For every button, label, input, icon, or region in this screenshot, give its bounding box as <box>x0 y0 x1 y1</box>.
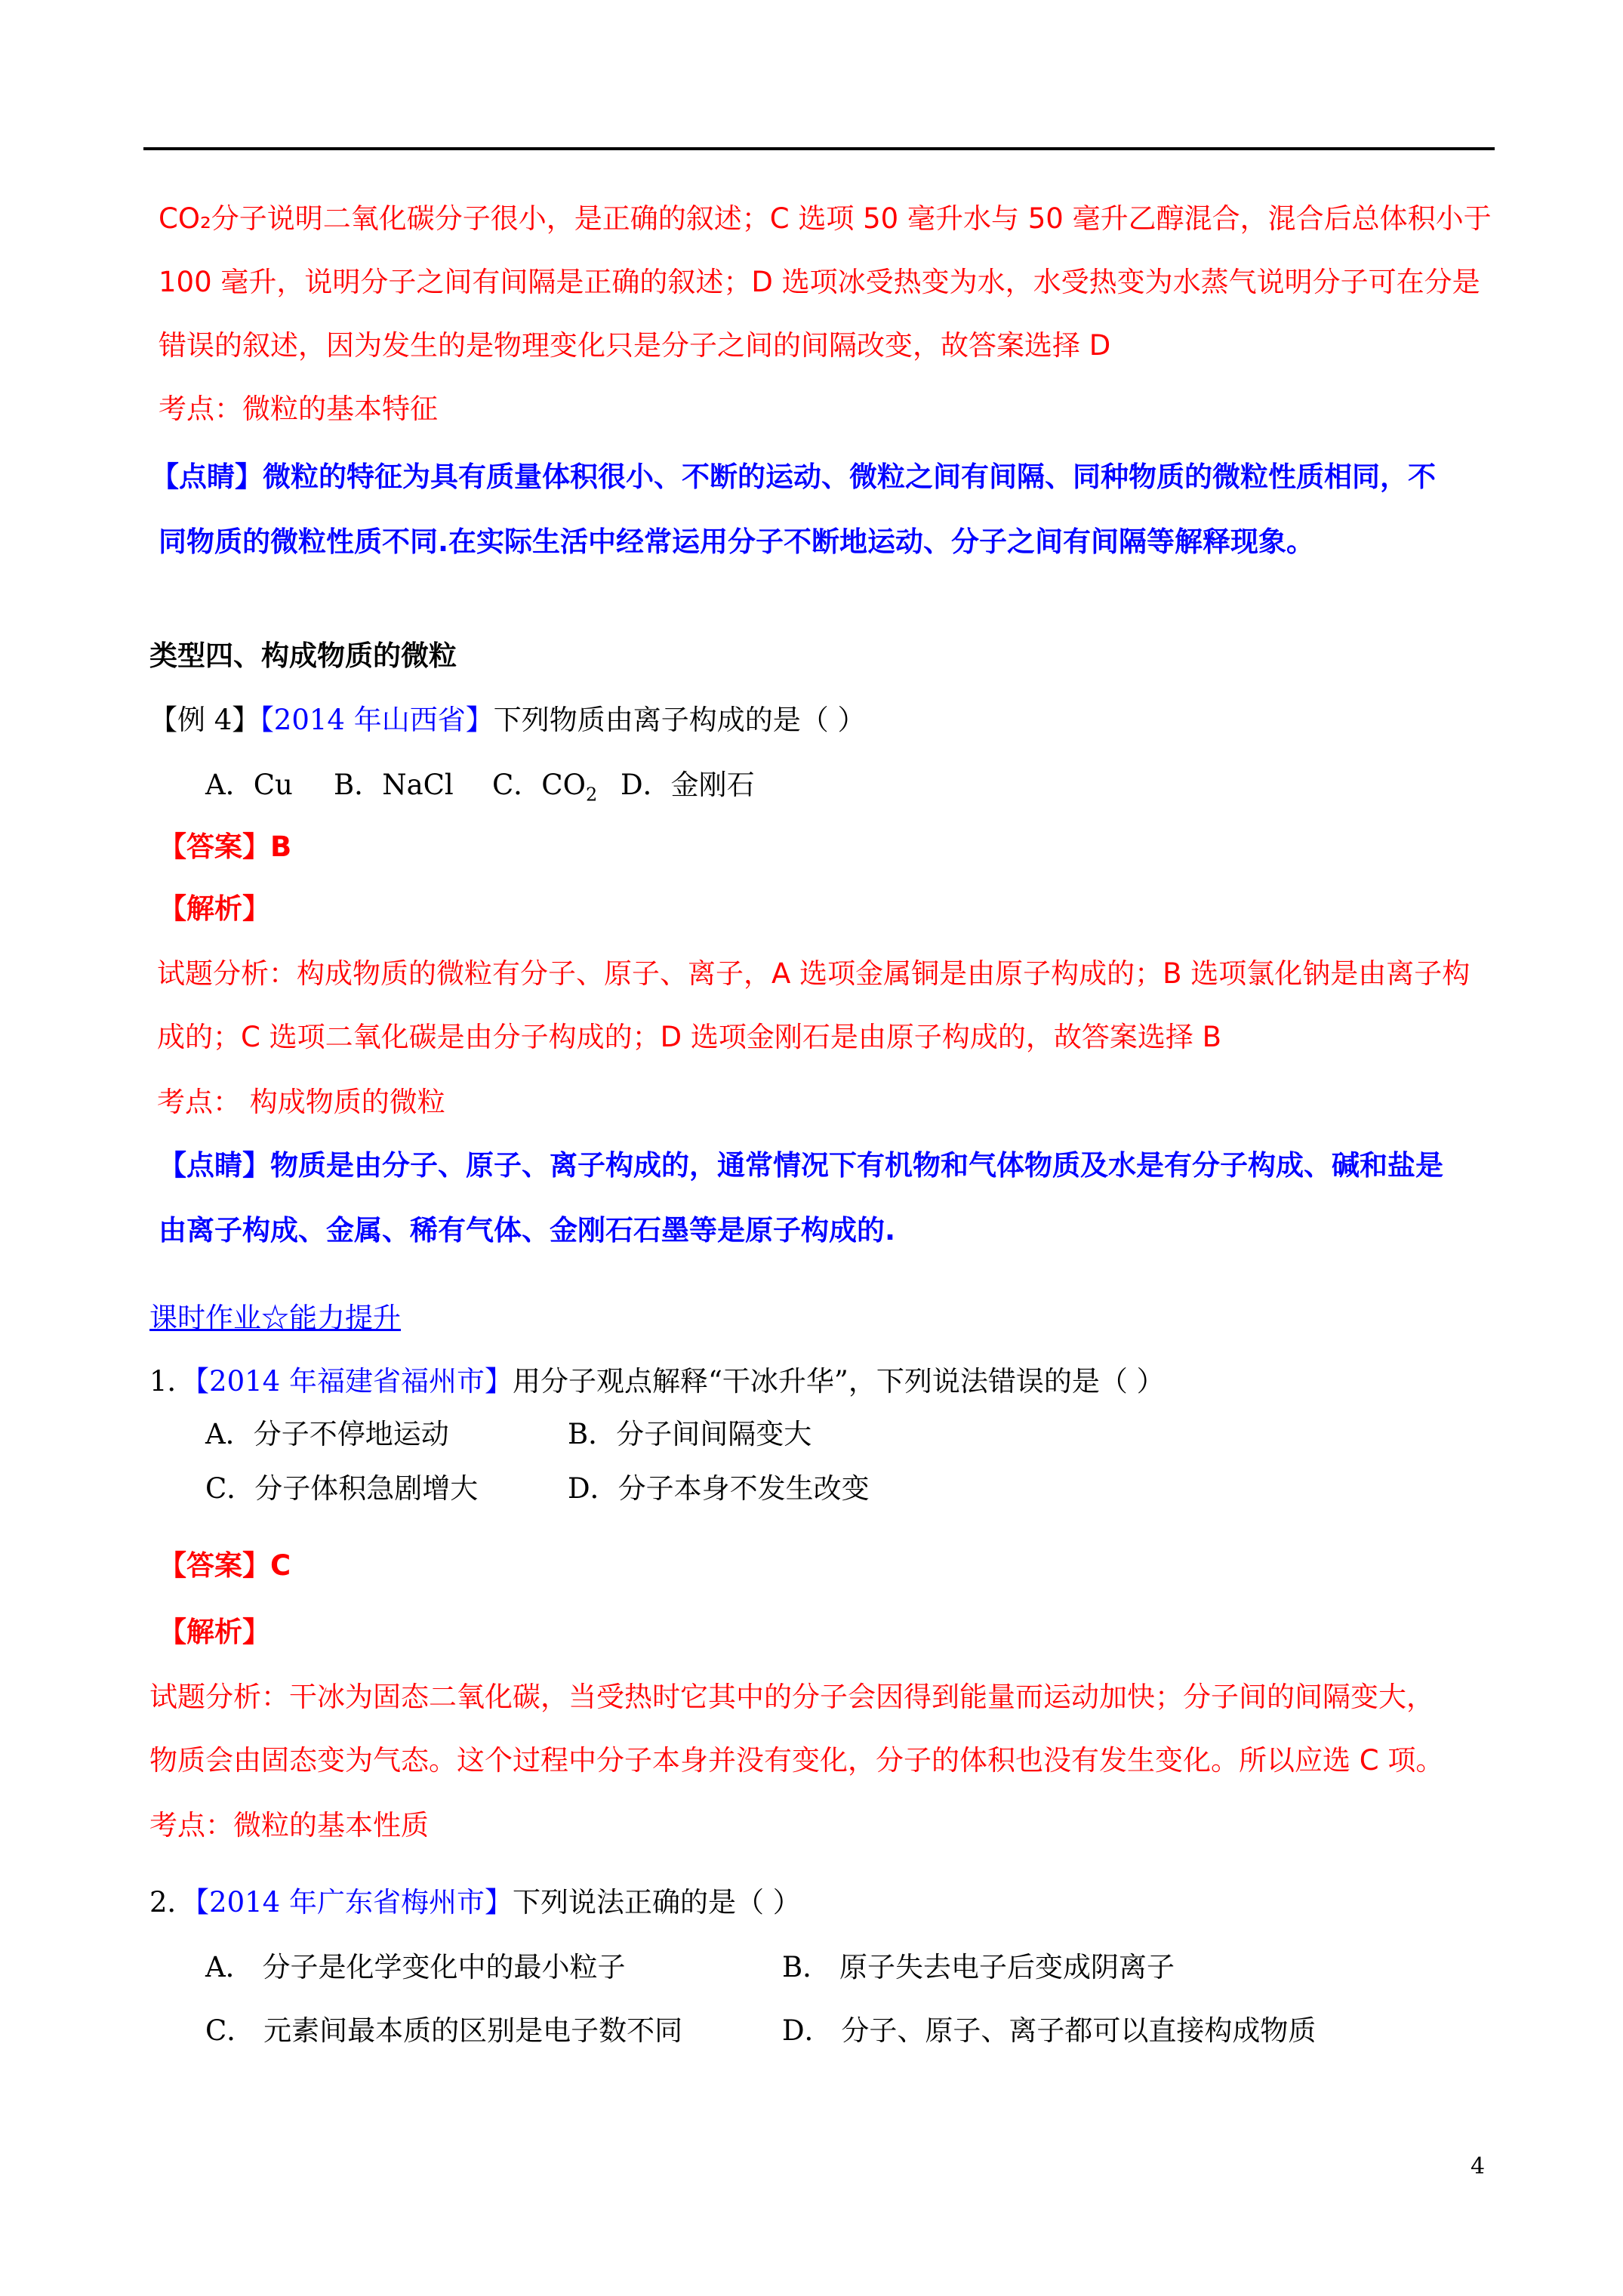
q2-source-link[interactable]: 【2014 年广东省梅州市】 <box>195 1886 513 1918</box>
example-dianjing-line-2: 由离子构成、金属、稀有气体、金刚石石墨等是原子构成的. <box>159 1214 896 1247</box>
q1-text: 用分子观点解释“干冰升华”，下列说法错误的是（ ） <box>512 1365 1165 1398</box>
q2-text: 下列说法正确的是（ ） <box>512 1886 801 1918</box>
example-answer: 【答案】B <box>159 831 292 863</box>
example-analysis-label: 【解析】 <box>159 892 270 925</box>
q1-option-d: D．分子本身不发生改变 <box>568 1472 870 1505</box>
q1-source-link[interactable]: 【2014 年福建省福州市】 <box>195 1365 513 1398</box>
q1-analysis-line-1: 试题分析：干冰为固态二氧化碳，当受热时它其中的分子会因得到能量而运动加快；分子间的间隔变大， <box>149 1681 1434 1713</box>
example-option-a: A．Cu <box>205 769 293 801</box>
example-4-question <box>149 704 866 737</box>
q1-question <box>149 1365 1165 1398</box>
q2-option-d: D． 分子、原子、离子都可以直接构成物质 <box>782 2014 1317 2047</box>
header-rule <box>143 147 1495 150</box>
q1-option-a: A．分子不停地运动 <box>205 1418 449 1450</box>
example-analysis-line-2: 成的；C 选项二氧化碳是由分子构成的；D 选项金刚石是由原子构成的，故答案选择 B <box>157 1021 1221 1053</box>
top-kaodian: 考点：微粒的基本特征 <box>159 393 438 425</box>
section-heading: 类型四、构成物质的微粒 <box>149 639 457 672</box>
top-text-line-3: 错误的叙述，因为发生的是物理变化只是分子之间的间隔改变，故答案选择 D <box>159 329 1111 362</box>
q2-option-b: B． 原子失去电子后变成阴离子 <box>782 1951 1175 1983</box>
example-source-link[interactable]: 【2014 年山西省】 <box>260 704 494 736</box>
q2-option-a: A． 分子是化学变化中的最小粒子 <box>205 1951 626 1983</box>
top-text-line-2: 100 毫升，说明分子之间有间隔是正确的叙述；D 选项冰受热变为水，水受热变为水蒸气说明分子可在分是 <box>159 266 1480 298</box>
example-label: 【例 4】 <box>149 704 260 736</box>
example-kaodian: 考点： 构成物质的微粒 <box>157 1086 445 1118</box>
q1-kaodian: 考点：微粒的基本性质 <box>149 1809 429 1841</box>
example-option-c: C．$CO_2$ <box>492 769 598 806</box>
example-dianjing-line-1: 【点睛】物质是由分子、原子、离子构成的，通常情况下有机物和气体物质及水是有分子构成、碱和盐是 <box>159 1149 1443 1182</box>
page-number: 4 <box>1471 2153 1486 2180</box>
q2-number: 2． <box>149 1886 196 1918</box>
q1-number: 1． <box>149 1365 196 1398</box>
example-option-b: B．NaCl <box>334 769 454 801</box>
example-analysis-line-1: 试题分析：构成物质的微粒有分子、原子、离子，A 选项金属铜是由原子构成的；B 选项氯化钠是由离子构 <box>157 957 1471 990</box>
top-dianjing-line-2: 同物质的微粒性质不同.在实际生活中经常运用分子不断地运动、分子之间有间隔等解释现象。 <box>159 525 1315 558</box>
q1-option-b: B．分子间间隔变大 <box>568 1418 812 1450</box>
q1-analysis-line-2: 物质会由固态变为气态。这个过程中分子本身并没有变化，分子的体积也没有发生变化。所以应选 C 项。 <box>149 1744 1444 1777</box>
q2-question <box>149 1886 801 1919</box>
q1-analysis-label: 【解析】 <box>159 1616 270 1648</box>
q1-answer: 【答案】C <box>159 1549 291 1582</box>
q2-option-c: C． 元素间最本质的区别是电子数不同 <box>205 2014 683 2047</box>
q1-option-c: C．分子体积急剧增大 <box>205 1472 479 1505</box>
homework-title-link[interactable]: 课时作业☆能力提升 <box>149 1302 401 1334</box>
top-text-line-1: CO₂分子说明二氧化碳分子很小，是正确的叙述；C 选项 50 毫升水与 50 毫升乙醇混合，混合后总体积小于 <box>159 202 1492 235</box>
example-question-text: 下列物质由离子构成的是（ ） <box>493 704 866 736</box>
top-dianjing-line-1: 【点睛】微粒的特征为具有质量体积很小、不断的运动、微粒之间有间隔、同种物质的微粒性质相同，不 <box>151 461 1436 493</box>
example-option-d: D．金刚石 <box>621 769 755 801</box>
